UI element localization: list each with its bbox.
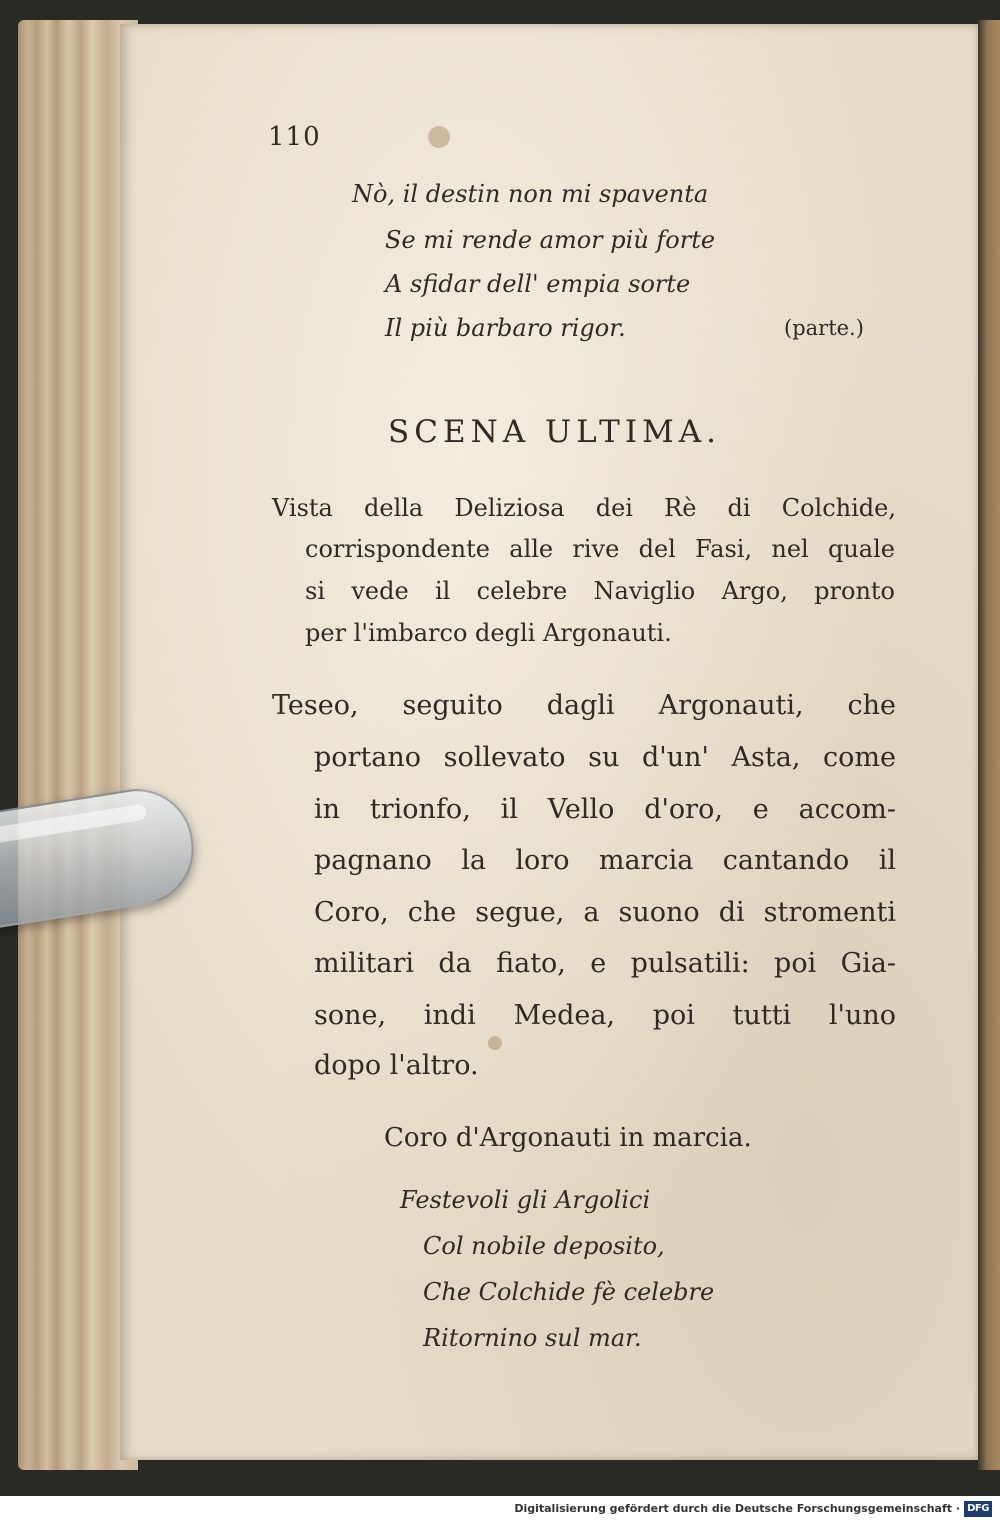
action-line: sone, indi Medea, poi tutti l'uno (314, 1000, 896, 1031)
dfg-logo-icon: DFG (964, 1501, 992, 1517)
action-line: portano sollevato su d'un' Asta, come (314, 742, 896, 773)
action-line: pagnano la loro marcia cantando il (314, 845, 896, 876)
scene-title: SCENA ULTIMA. (388, 414, 722, 450)
action-line: dopo l'altro. (314, 1050, 479, 1081)
setting-line: si vede il celebre Naviglio Argo, pronto (305, 577, 895, 605)
chorus-line: Ritornino sul mar. (423, 1324, 642, 1352)
verse-line: Nò, il destin non mi spaventa (352, 180, 709, 208)
exit-direction: (parte.) (784, 316, 864, 340)
foxing-spot (428, 126, 450, 148)
foxing-spot (488, 1036, 502, 1050)
chorus-line: Che Colchide fè celebre (423, 1278, 715, 1306)
verse-line: Il più barbaro rigor. (385, 314, 626, 342)
verse-line: A sfidar dell' empia sorte (385, 270, 691, 298)
setting-line: corrispondente alle rive del Fasi, nel quale (305, 535, 895, 563)
setting-line: Vista della Deliziosa dei Rè di Colchide, (272, 494, 896, 522)
action-line: militari da fiato, e pulsatili: poi Gia- (314, 948, 896, 979)
book-binding-edge (978, 20, 1000, 1470)
chorus-line: Col nobile deposito, (423, 1232, 665, 1260)
footer-credit: Digitalisierung gefördert durch die Deutsche Forschungsgemeinschaft · (514, 1502, 960, 1515)
footer-bar (0, 1496, 1000, 1524)
chorus-heading: Coro d'Argonauti in marcia. (384, 1123, 752, 1153)
page-number: 110 (268, 122, 321, 152)
action-line: Teseo, seguito dagli Argonauti, che (272, 690, 896, 721)
verse-line: Se mi rende amor più forte (385, 226, 716, 254)
action-line: Coro, che segue, a suono di stromenti (314, 897, 896, 928)
chorus-line: Festevoli gli Argolici (400, 1186, 651, 1214)
setting-line: per l'imbarco degli Argonauti. (305, 619, 672, 647)
action-line: in trionfo, il Vello d'oro, e accom- (314, 794, 896, 825)
holder-highlight (0, 804, 147, 845)
